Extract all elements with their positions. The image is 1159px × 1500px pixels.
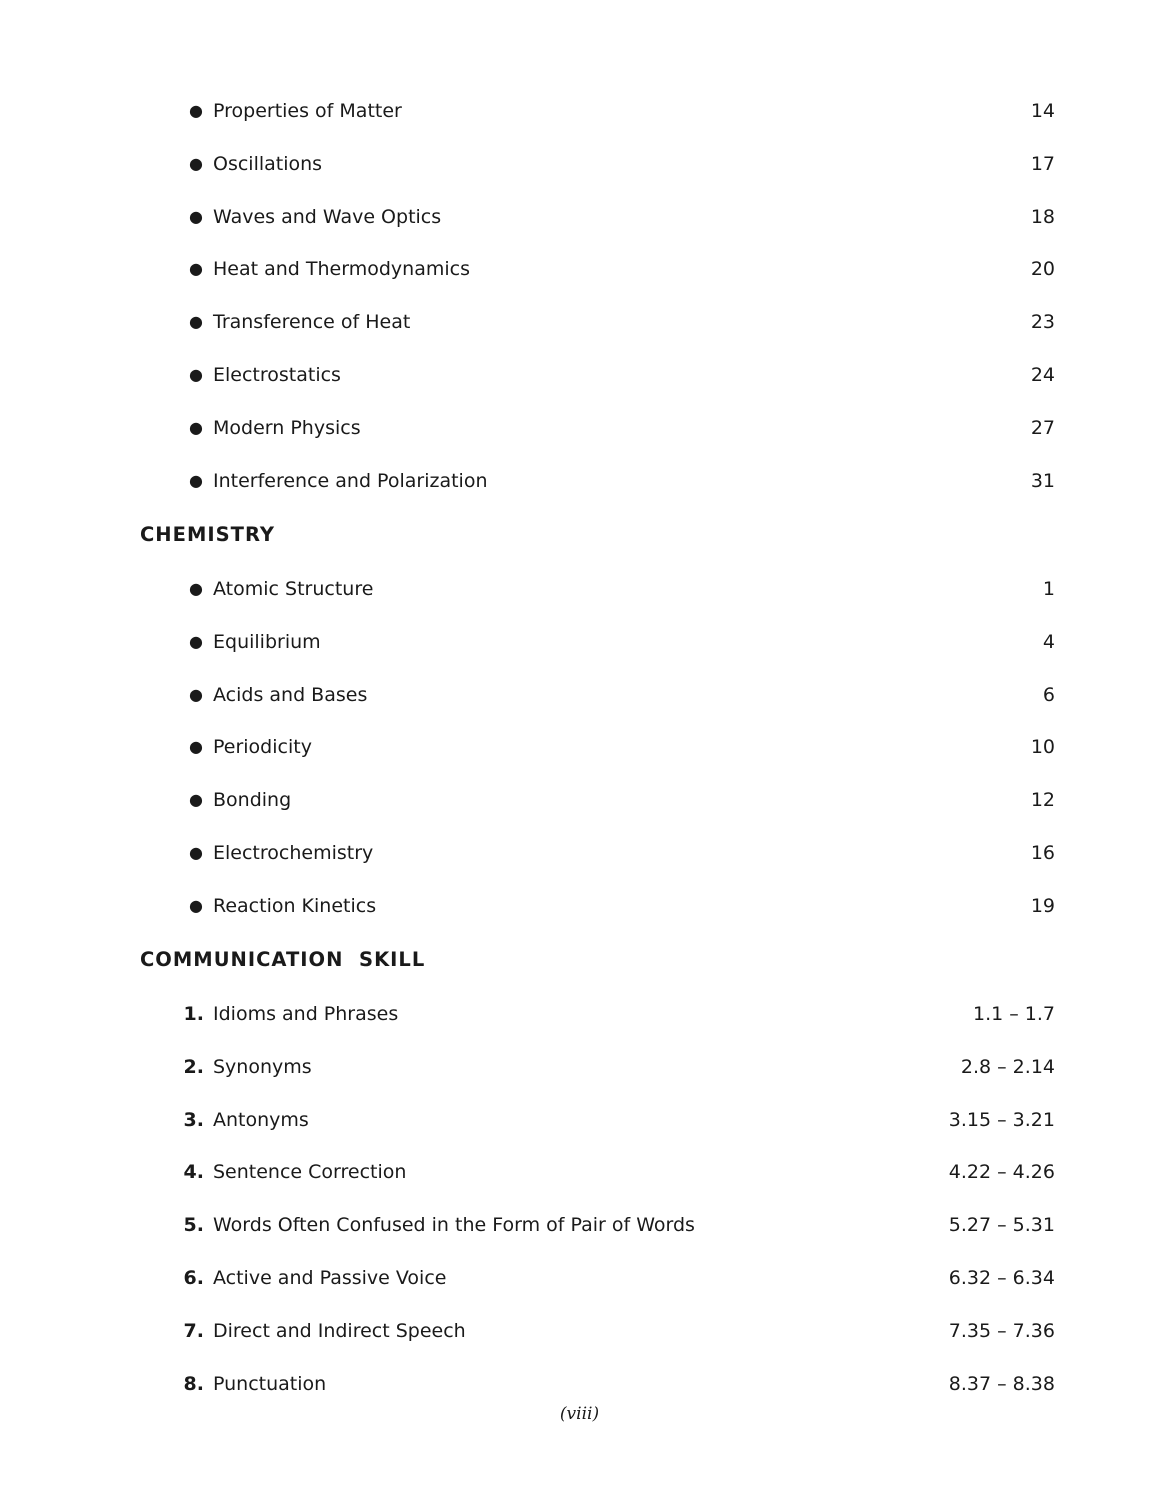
toc-entry-title: Bonding xyxy=(213,789,292,812)
toc-entry-page: 14 xyxy=(1030,100,1055,122)
toc-entry-title: Atomic Structure xyxy=(213,578,374,600)
toc-entry-title: Words Often Confused in the Form of Pair of Words xyxy=(213,1214,695,1237)
toc-entry-title: Modern Physics xyxy=(213,416,361,439)
toc-entry-page-range: 5.27 – 5.31 xyxy=(948,1214,1055,1237)
toc-entry-title: Oscillations xyxy=(213,152,323,175)
toc-entry-title: Reaction Kinetics xyxy=(213,894,377,917)
toc-entry-page: 31 xyxy=(1030,469,1055,492)
toc-entry-title: Waves and Wave Optics xyxy=(213,205,442,228)
toc-entry-page: 20 xyxy=(1030,258,1055,281)
bullet-icon: ● xyxy=(189,631,203,651)
toc-entry xyxy=(0,1252,1159,1305)
toc-entry-page: 17 xyxy=(1030,152,1055,175)
toc-entry xyxy=(0,296,1159,349)
page-folio: (viii) xyxy=(559,1404,600,1424)
toc-entry xyxy=(0,1146,1159,1199)
toc-entry-title: Acids and Bases xyxy=(213,683,368,706)
toc-entry-number: 7. xyxy=(183,1319,204,1342)
toc-entry-title: Properties of Matter xyxy=(213,100,402,122)
toc-entry-title: Synonyms xyxy=(213,1055,312,1078)
bullet-icon: ● xyxy=(189,417,203,437)
toc-entry-page: 19 xyxy=(1030,894,1055,917)
toc-entry xyxy=(0,191,1159,244)
toc-entry-number: 3. xyxy=(183,1108,204,1131)
toc-entry xyxy=(0,563,1159,616)
bullet-icon: ● xyxy=(189,206,203,226)
bullet-icon: ● xyxy=(189,842,203,862)
toc-entry-page: 4 xyxy=(1042,630,1055,653)
communication-topic-list xyxy=(0,988,1159,1410)
toc-entry xyxy=(0,774,1159,827)
toc-entry-page: 23 xyxy=(1030,311,1055,334)
toc-entry xyxy=(0,988,1159,1041)
toc-entry-page-range: 2.8 – 2.14 xyxy=(960,1055,1055,1078)
bullet-icon: ● xyxy=(189,259,203,279)
toc-entry-number: 5. xyxy=(183,1214,204,1237)
bullet-icon: ● xyxy=(189,101,203,120)
toc-entry-number: 4. xyxy=(183,1161,204,1184)
toc-entry xyxy=(0,721,1159,774)
toc-entry xyxy=(0,138,1159,191)
chemistry-topic-list xyxy=(0,563,1159,933)
toc-entry-page: 24 xyxy=(1030,363,1055,386)
toc-entry-title: Heat and Thermodynamics xyxy=(213,258,470,281)
section-heading-communication-skill xyxy=(140,945,425,975)
toc-entry-page: 12 xyxy=(1030,789,1055,812)
toc-entry xyxy=(0,349,1159,402)
toc-entry-page: 18 xyxy=(1030,205,1055,228)
toc-entry-page: 16 xyxy=(1030,841,1055,864)
toc-entry-page-range: 8.37 – 8.38 xyxy=(948,1372,1055,1395)
toc-entry-page-range: 1.1 – 1.7 xyxy=(972,1003,1055,1025)
toc-entry-title: Electrochemistry xyxy=(213,841,374,864)
toc-entry-title: Idioms and Phrases xyxy=(213,1003,399,1025)
toc-entry-title: Antonyms xyxy=(213,1108,309,1131)
toc-entry-title: Periodicity xyxy=(213,736,312,759)
toc-entry xyxy=(0,243,1159,296)
physics-topic-list xyxy=(0,85,1159,507)
toc-entry-number: 6. xyxy=(183,1266,204,1289)
toc-entry-title: Interference and Polarization xyxy=(213,469,488,492)
toc-entry-title: Direct and Indirect Speech xyxy=(213,1319,466,1342)
toc-entry-title: Punctuation xyxy=(213,1372,327,1395)
toc-entry-page: 27 xyxy=(1030,416,1055,439)
bullet-icon: ● xyxy=(189,684,203,704)
toc-entry xyxy=(0,1305,1159,1358)
toc-entry xyxy=(0,669,1159,722)
bullet-icon: ● xyxy=(189,579,203,598)
bullet-icon: ● xyxy=(189,470,203,490)
toc-entry-page-range: 4.22 – 4.26 xyxy=(948,1161,1055,1184)
toc-entry xyxy=(0,455,1159,508)
bullet-icon: ● xyxy=(189,312,203,332)
section-heading-chemistry: CHEMISTRY xyxy=(140,523,276,546)
toc-entry-page-range: 6.32 – 6.34 xyxy=(948,1266,1055,1289)
toc-entry xyxy=(0,402,1159,455)
toc-entry-page-range: 7.35 – 7.36 xyxy=(948,1319,1055,1342)
bullet-icon: ● xyxy=(189,364,203,384)
toc-entry-number: 1. xyxy=(183,1003,204,1025)
bullet-icon: ● xyxy=(189,737,203,757)
toc-entry xyxy=(0,1094,1159,1147)
toc-entry xyxy=(0,1199,1159,1252)
toc-entry-page: 6 xyxy=(1042,683,1055,706)
toc-entry-title: Active and Passive Voice xyxy=(213,1266,447,1289)
toc-entry-title: Transference of Heat xyxy=(213,311,411,334)
toc-entry-number: 2. xyxy=(183,1055,204,1078)
toc-entry-page: 10 xyxy=(1030,736,1055,759)
toc-entry xyxy=(0,1041,1159,1094)
toc-entry-title: Electrostatics xyxy=(213,363,341,386)
bullet-icon: ● xyxy=(189,153,203,173)
section-heading-text: COMMUNICATION SKILL xyxy=(140,948,426,971)
toc-entry-page-range: 3.15 – 3.21 xyxy=(948,1108,1055,1131)
toc-entry xyxy=(0,85,1159,138)
toc-entry-title: Sentence Correction xyxy=(213,1161,407,1184)
toc-entry xyxy=(0,827,1159,880)
toc-entry xyxy=(0,1358,1159,1411)
toc-entry xyxy=(0,616,1159,669)
bullet-icon: ● xyxy=(189,895,203,915)
toc-entry-title: Equilibrium xyxy=(213,630,321,653)
toc-entry xyxy=(0,880,1159,933)
toc-entry-page: 1 xyxy=(1042,578,1055,600)
toc-entry-number: 8. xyxy=(183,1372,204,1395)
bullet-icon: ● xyxy=(189,790,203,810)
